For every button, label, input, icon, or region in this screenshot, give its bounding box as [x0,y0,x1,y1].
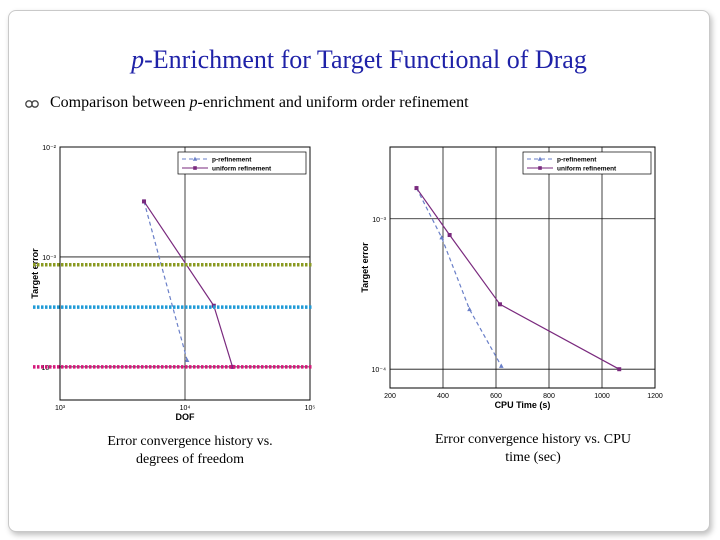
cpu-time-chart [345,135,675,415]
legend-marker [538,166,542,170]
caption-right: Error convergence history vs. CPU time (sec) [434,432,632,465]
legend-label: uniform refinement [212,165,272,173]
y-axis-label: Target error [360,242,370,293]
legend-label: p-refinement [557,156,597,164]
x-tick-label: 200 [384,393,396,400]
bullet-text-post: -enrichment and uniform order refinement [197,94,469,111]
y-tick-label: 10⁻² [42,145,56,152]
y-tick-label: 10⁻³ [372,216,386,224]
bullet-text-italic: p [189,94,198,111]
x-axis-label: DOF [175,412,195,422]
x-tick-label: 10³ [54,405,66,412]
dof-chart [0,135,330,422]
data-point [142,199,146,203]
title-text: -Enrichment for Target Functional of Drag [144,45,587,74]
bullet-text-pre: Comparison between [50,94,190,111]
data-point [415,186,419,190]
y-tick-label: 10⁻⁴ [371,367,386,375]
y-tick-label: 10⁻³ [42,254,56,262]
title-italic: p [131,45,145,74]
y-tick-label: 10⁻⁴ [41,364,56,372]
legend-label: uniform refinement [557,165,617,173]
data-point [498,302,502,306]
x-tick-label: 10⁴ [179,405,191,412]
bullet-item [50,94,469,112]
x-tick-label: 10⁵ [304,405,316,412]
slide-title [9,45,709,75]
data-point [617,367,621,371]
x-tick-label: 800 [543,393,555,400]
x-tick-label: 1200 [647,393,663,400]
x-tick-label: 1000 [594,393,610,400]
x-tick-label: 600 [490,393,502,400]
bullet-icon [25,99,39,109]
legend-marker [193,166,197,170]
plot-area [390,147,655,388]
caption-left: Error convergence history vs. degrees of freedom [107,434,273,467]
y-axis-label: Target error [30,248,40,299]
legend-label: p-refinement [212,156,252,164]
x-axis-label: CPU Time (s) [494,400,551,410]
data-point [448,233,452,237]
x-tick-label: 400 [437,393,449,400]
